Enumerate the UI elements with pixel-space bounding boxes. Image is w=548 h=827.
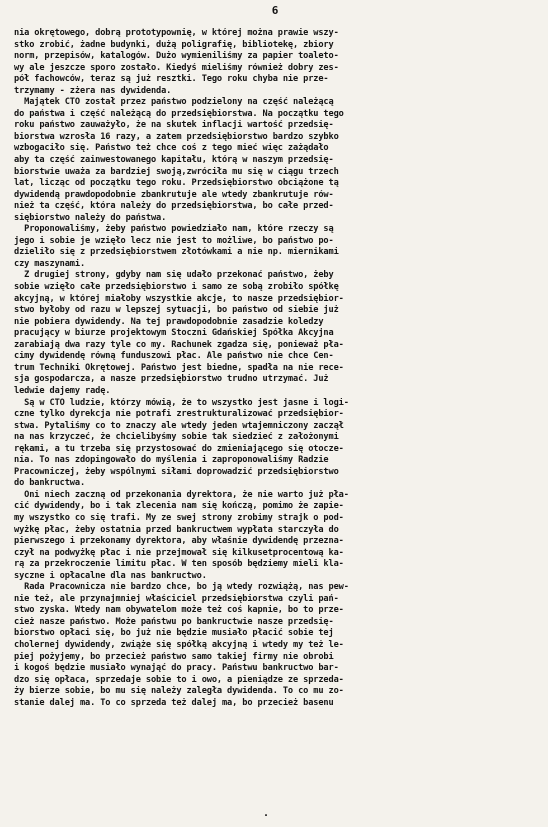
text-line: nia. To nas zdopingowało do myślenia i zaproponowaliśmy Radzie	[14, 455, 329, 466]
text-line: rą za przekroczenie limitu płac. W ten sposób będziemy mieli kla-	[14, 559, 344, 570]
text-line: Z drugiej strony, gdyby nam się udało przekonać państwo, żeby	[14, 270, 334, 281]
text-line: Pracowniczej, żeby wspólnymi siłami doprowadzić przedsiębiorstwo	[14, 466, 339, 477]
text-line: trzymamy - zżera nas dywidenda.	[14, 85, 172, 96]
text-line: wy ale jeszcze sporo zostało. Kiedyś mieliśmy również dobry zes-	[14, 62, 339, 73]
text-line: stwo byłoby od razu w lepszej sytuacji, bo państwo od siebie już	[14, 305, 339, 316]
text-line: piej pożyjemy, bo przecież państwo samo takiej firmy nie obrobi	[14, 651, 334, 662]
text-line: do bankructwa.	[14, 478, 86, 489]
text-line: cimy dywidendę równą funduszowi płac. Ale państwo nie chce Cen-	[14, 351, 334, 362]
text-line: czył na podwyżkę płac i nie przejmował się kilkusetprocentową ka-	[14, 547, 344, 558]
text-line: Majątek CTO został przez państwo podzielony na część należącą	[14, 97, 334, 108]
text-line: wyżkę płac, żeby ostatnia przed bankructwem wypłata starczyła do	[14, 524, 339, 535]
text-line: trum Techniki Okrętowej. Państwo jest biedne, spadła na nie rece-	[14, 362, 344, 373]
text-line: pierwszego i przekonamy dyrektora, aby właśnie dywidendę przezna-	[14, 536, 344, 547]
text-line: stwa. Pytaliśmy co to znaczy ale wtedy jeden wtajemniczony zaczął	[14, 420, 344, 431]
text-line: roku państwo zauważyło, że na skutek inflacji wartość przedsię-	[14, 120, 334, 131]
text-line: biorstwie uważa za bardziej swoją,zwróciła mu się w ciągu trzech	[14, 166, 339, 177]
text-line: rękami, a tu trzeba się przystosować do zmieniającego się otocze-	[14, 443, 344, 454]
text-line: jego i sobie je wzięło lecz nie jest to możliwe, bo państwo po-	[14, 235, 334, 246]
footer-mark: .	[263, 808, 270, 819]
text-line: my wszystko co się trafi. My ze swej strony zrobimy strajk o pod-	[14, 512, 344, 523]
text-line: pracujący w biurze projektowym Stoczni Gdańskiej Spółka Akcyjna	[14, 328, 334, 339]
text-line: aby ta część zainwestowanego kapitału, którą w naszym przedsię-	[14, 155, 334, 166]
body-text	[14, 28, 536, 709]
text-line: cież nasze państwo. Może państwu po bankructwie nasze przedsię-	[14, 616, 334, 627]
text-line: norm, przepisów, katalogów. Dużo wymieniliśmy za papier toaleto-	[14, 51, 339, 62]
text-line: stko zrobić, żadne budynki, dużą poligrafię, bibliotekę, zbiory	[14, 39, 334, 50]
text-line: ży bierze sobie, bo mu się należy zaległa dywidenda. To co mu zo-	[14, 686, 344, 697]
text-line: dywidendą prawdopodobnie zbankrutuje ale wtedy zbankrutuje rów-	[14, 189, 334, 200]
text-line: na nas krzyczeć, że chcielibyśmy sobie tak siedzieć z założonymi	[14, 432, 339, 443]
text-line: dzo się opłaca, sprzedaje sobie to i owo, a pieniądze ze sprzeda-	[14, 674, 344, 685]
text-line: i kogoś będzie musiało wynająć do pracy. Państwu bankructwo bar-	[14, 663, 339, 674]
text-line: sja gospodarcza, a nasze przedsiębiorstwo trudno utrzymać. Już	[14, 374, 329, 385]
text-line: nie pobiera dywidendy. Na tej prawdopodobnie zasadzie koledzy	[14, 316, 324, 327]
text-line: nież ta część, która należy do przedsiębiorstwa, bo całe przed-	[14, 201, 334, 212]
text-line: biorstwo opłaci się, bo już nie będzie musiało płacić sobie tej	[14, 628, 334, 639]
text-line: akcyjną, w której miałoby wszystkie akcje, to nasze przedsiębior-	[14, 293, 344, 304]
page-number: 6	[271, 4, 279, 17]
text-line: biorstwa wzrosła 16 razy, a zatem przedsiębiorstwo bardzo szybko	[14, 131, 339, 142]
text-line: dzieliło się z przedsiębiorstwem złotówkami a nie np. miernikami	[14, 247, 339, 258]
text-line: siębiorstwo należy do państwa.	[14, 212, 167, 223]
text-line: pół fachowców, teraz są już resztki. Tego roku chyba nie prze-	[14, 74, 329, 85]
text-line: nie też, ale przynajmniej właściciel przedsiębiorstwa czyli pań-	[14, 593, 339, 604]
text-line: Są w CTO ludzie, którzy mówią, że to wszystko jest jasne i logi-	[14, 397, 349, 408]
text-line: syczne i opłacalne dla nas bankructwo.	[14, 570, 207, 581]
text-line: czy maszynami.	[14, 258, 86, 269]
text-line: nia okrętowego, dobrą prototypownię, w której można prawie wszy-	[14, 28, 339, 38]
text-line: Proponowaliśmy, żeby państwo powiedziało nam, które rzeczy są	[14, 224, 334, 235]
text-line: ledwie dajemy radę.	[14, 385, 111, 396]
text-line: czne tylko dyrekcja nie potrafi zrestrukturalizować przedsiębior-	[14, 409, 344, 420]
text-line: sobie wzięło całe przedsiębiorstwo i samo ze sobą zrobiło spółkę	[14, 282, 339, 293]
text-line: lat, licząc od początku tego roku. Przedsiębiorstwo obciążone tą	[14, 178, 339, 189]
text-line: cholernej dywidendy, zwiąże się spółką akcyjną i wtedy my też le-	[14, 639, 344, 650]
text-line: Rada Pracownicza nie bardzo chce, bo ją wtedy rozwiążą, nas pew-	[14, 582, 349, 593]
text-line: cić dywidendy, bo i tak zlecenia nam się kończą, pomimo że zapie-	[14, 501, 344, 512]
text-line: stanie dalej ma. To co sprzeda też dalej ma, bo przecież basenu	[14, 697, 334, 708]
text-line: zarabiają dwa razy tyle co my. Rachunek zgadza się, ponieważ pła-	[14, 339, 344, 350]
text-line: wzbogaciło się. Państwo też chce coś z tego mieć więc zażądało	[14, 143, 329, 154]
text-line: stwo zyska. Wtedy nam obywatelom może też coś kapnie, bo to prze-	[14, 605, 344, 616]
text-line: do państwa i część należącą do przedsiębiorstwa. Na początku tego	[14, 108, 344, 119]
text-line: Oni niech zaczną od przekonania dyrektora, że nie warto już pła-	[14, 489, 349, 500]
